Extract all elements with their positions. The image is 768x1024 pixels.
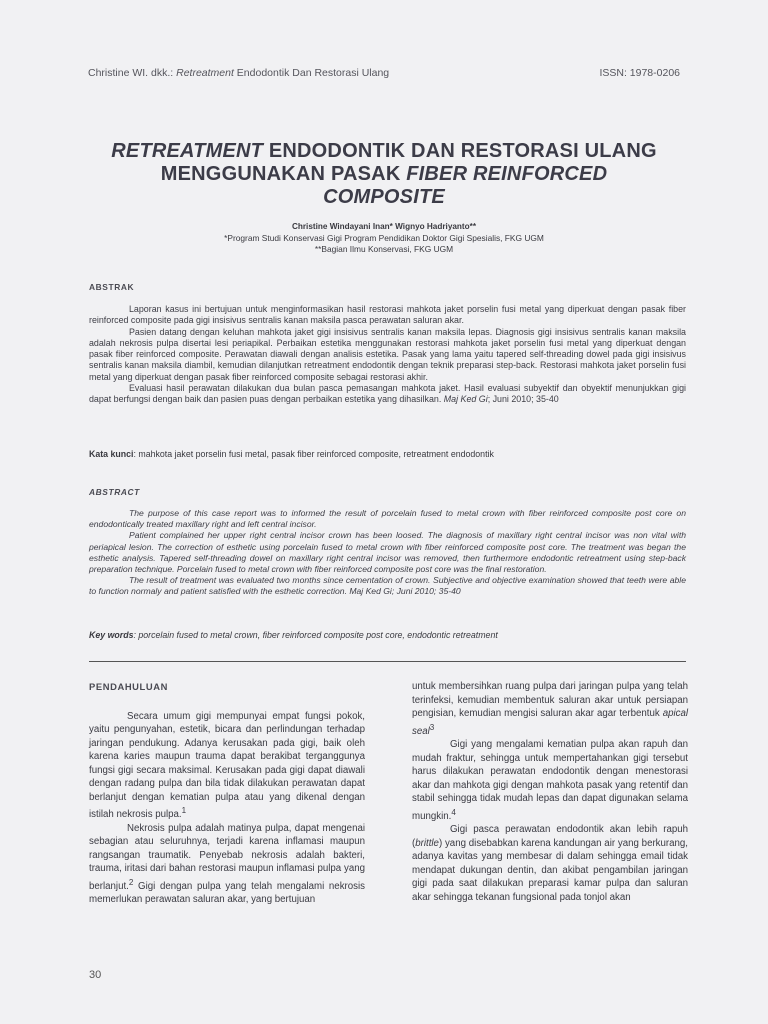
abstract-heading: ABSTRACT xyxy=(89,487,140,497)
kata-kunci: Kata kunci: mahkota jaket porselin fusi metal, pasak fiber reinforced composite, retreatment endodontik xyxy=(89,449,494,459)
abstract-p3: The result of treatment was evaluated two months since cementation of crown. Subjective and objective examination showed that teeth were able to function normaly and patient satisfied with the esthetic correction. Maj Ked Gi; Juni 2010; 35-40 xyxy=(89,575,686,597)
abstract-body xyxy=(89,508,686,598)
running-header xyxy=(88,67,680,79)
running-header-left: Christine WI. dkk.: Retreatment Endodontik Dan Restorasi Ulang xyxy=(88,67,390,79)
body-paragraph: Secara umum gigi mempunyai empat fungsi pokok, yaitu pengunyahan, estetik, bicara dan perlindungan terhadap jaringan pendukung. Adanya kerusakan pada gigi, baik oleh karena karies maupun trauma dapat berakibat terganggunya fungsi gigi secara maksimal. Kerusakan pada gigi dapat diawali dengan radang pulpa dan bila tidak dilakukan perawatan dapat berlanjut dengan kematian pulpa atau yang dikenal dengan istilah nekrosis pulpa.$^1$ xyxy=(89,710,365,821)
page-number: 30 xyxy=(89,969,102,981)
body-column-right xyxy=(412,680,688,904)
article-title: RETREATMENT ENDODONTIK DAN RESTORASI ULANG MENGGUNAKAN PASAK FIBER REINFORCED COMPOSITE xyxy=(111,140,657,208)
section-heading: PENDAHULUAN xyxy=(89,681,168,692)
abstrak-body xyxy=(89,304,686,406)
abstract-p2: Patient complained her upper right central incisor crown has been loosed. The diagnosis of maxillary right central incisor was non vital with periapical lesion. The correction of esthetic using porcelain fused to metal crown with fiber reinforced composite post core. The treatment was began the esthetic analysis. Tapered self-threading dowel on maxillary right central incisor was removed, then furthermore endodontic retreatment using step-back preparation technique. Porcelain fused to metal crown with fiber reinforced composite post core was the final restoration. xyxy=(89,530,686,575)
key-words: Key words: porcelain fused to metal crown, fiber reinforced composite post core, endodontic retreatment xyxy=(89,630,498,640)
section-divider xyxy=(89,661,686,662)
issn: ISSN: 1978-0206 xyxy=(599,67,680,79)
abstrak-p3: Evaluasi hasil perawatan dilakukan dua bulan pasca pemasangan mahkota jaket. Hasil evaluasi subyektif dan obyektif menunjukkan gigi dapat berfungsi dengan baik dan pasien puas dengan perbaikan estetika yang dihasilkan. Maj Ked Gi; Juni 2010; 35-40 xyxy=(89,383,686,405)
authors-block xyxy=(88,221,680,256)
affiliation-1: *Program Studi Konservasi Gigi Program Pendidikan Doktor Gigi Spesialis, FKG UGM xyxy=(224,232,544,243)
abstrak-p2: Pasien datang dengan keluhan mahkota jaket gigi insisivus sentralis kanan maksila lepas. Diagnosis gigi insisivus sentralis kanan maksila adalah nekrosis pulpa disertai lesi periapikal. Perbaikan estetika menggunakan restorasi mahkota jaket porselin fusi metal yang diperkuat dengan pasak fiber reinforced composite. Perawatan diawali dengan analisis estetika. Pasak yang lama yaitu tapered self-threading dowel pada gigi insisivus sentralis kanan maksila diambil, kemudian dilanjutkan retreatment endodontik dengan teknik preparasi step-back. Restorasi mahkota jaket porselin fusi metal yang diperkuat dengan pasak fiber reinforced composite sebagai restorasi akhir. xyxy=(89,326,686,382)
body-paragraph: Gigi yang mengalami kematian pulpa akan rapuh dan mudah fraktur, sehingga untuk mempertahankan gigi tersebut harus dilakukan perawatan endodontik dengan menestorasi akar dan mahkota gigi dengan mahkota pasak yang retentif dan stabil sehingga tidak mudah lepas dan dapat digunakan selama mungkin.$^4$ xyxy=(412,739,688,822)
abstract-p1: The purpose of this case report was to informed the result of porcelain fused to metal crown with fiber reinforced composite post core on endodontically treated maxillary right and left central incisor. xyxy=(89,508,686,530)
body-column-left xyxy=(89,680,365,907)
affiliation-2: **Bagian Ilmu Konservasi, FKG UGM xyxy=(314,244,454,254)
body-paragraph: Gigi pasca perawatan endodontik akan lebih rapuh (brittle) yang disebabkan karena kandungan air yang berkurang, adanya kavitas yang membesar di dalam sehingga email tidak mendapat dukungan dentin, dan akibat pengambilan jaringan gigi pada saat dilakukan preparasi kamar pulpa dan saluran akar sehingga tekanan fungsional pada tonjol akan xyxy=(412,824,688,903)
abstrak-p1: Laporan kasus ini bertujuan untuk menginformasikan hasil restorasi mahkota jaket porselin fusi metal yang diperkuat dengan pasak fiber reinforced composite pada gigi insisivus sentralis kanan maksila pasca perawatan saluran akar. xyxy=(89,304,686,326)
body-paragraph: Nekrosis pulpa adalah matinya pulpa, dapat mengenai sebagian atau seluruhnya, terjadi karena inflamasi maupun rangsangan traumatik. Penyebab nekrosis adalah bakteri, trauma, iritasi dari bahan restorasi maupun inflamasi pulpa yang berlanjut.$^2$ Gigi dengan pulpa yang telah mengalami nekrosis memerlukan perawatan saluran akar, yang bertujuan xyxy=(89,822,365,906)
body-paragraph: untuk membersihkan ruang pulpa dari jaringan pulpa yang telah terinfeksi, kemudian membentuk saluran akar untuk persiapan pengisian, kemudian mengisi saluran akar agar terbentuk apical seal$^3$ xyxy=(412,681,688,737)
author-names: Christine Windayani Inan* Wignyo Hadriyanto** xyxy=(291,222,477,231)
abstrak-heading: ABSTRAK xyxy=(89,282,135,292)
